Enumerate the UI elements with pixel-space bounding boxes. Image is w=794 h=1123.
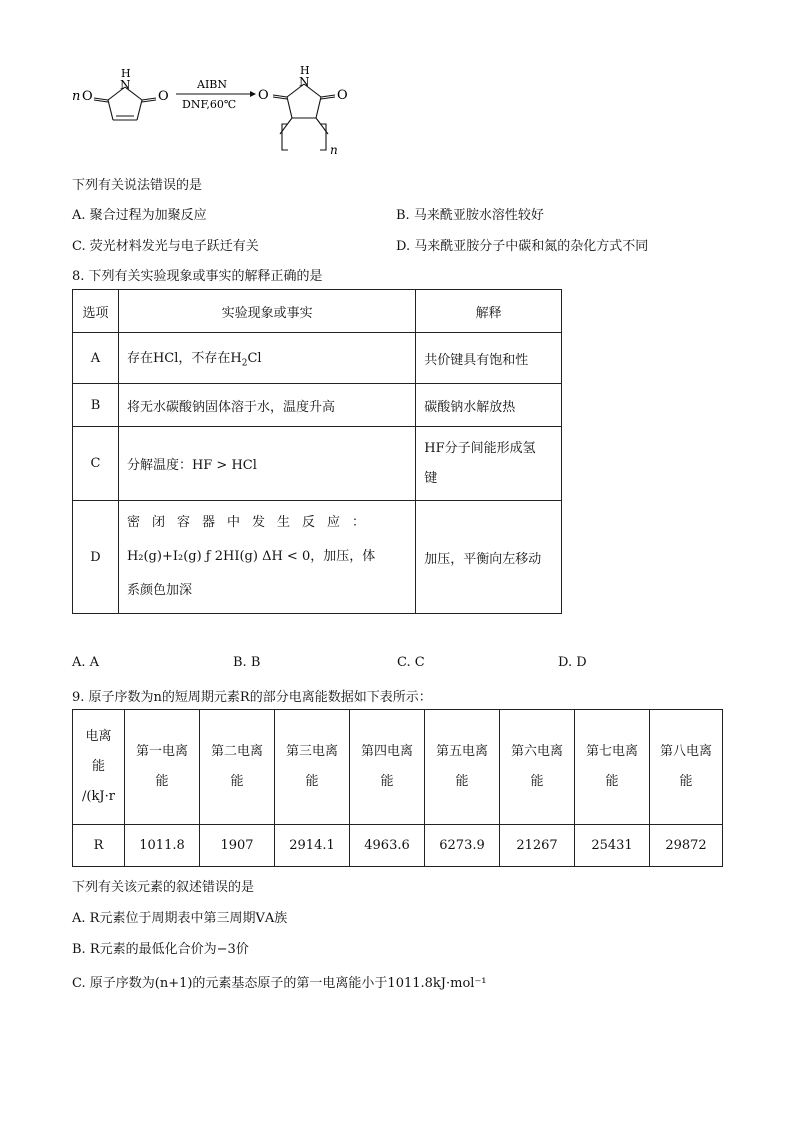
- q9-followup: 下列有关该元素的叙述错误的是: [72, 880, 255, 895]
- reactant-coefficient: n: [72, 89, 81, 104]
- q9-value-ie7: 25431: [575, 825, 650, 867]
- reaction-svg: [60, 62, 380, 162]
- q9-value-ie5: 6273.9: [425, 825, 500, 867]
- q7-option-b: B. 马来酰亚胺水溶性较好: [396, 208, 544, 223]
- q8-row-option: C: [73, 427, 119, 501]
- reactant-o-left: O: [82, 89, 93, 104]
- q8-row-fact: 存在HCl，不存在$H_2Cl$: [118, 333, 415, 384]
- q9-header-ie4: 第四电离 能: [350, 710, 425, 825]
- q9-header-ie8: 第八电离 能: [650, 710, 723, 825]
- q8-expl-line1: HF分子间能形成氢: [424, 440, 536, 456]
- q8-row-explanation: 加压，平衡向左移动: [416, 501, 562, 614]
- product-o-right: O: [337, 88, 348, 103]
- q9-header-ie6: 第六电离 能: [500, 710, 575, 825]
- q8-fact-line3: 系颜色加深: [126, 583, 192, 598]
- q9-option-a: A. R元素位于周期表中第三周期ⅤA族: [72, 911, 288, 926]
- product-o-left: O: [258, 88, 269, 103]
- product-structure: [273, 84, 335, 150]
- q9-header-ie7: 第七电离 能: [575, 710, 650, 825]
- q8-header-explanation: 解释: [416, 290, 562, 333]
- q9-value-ie2: 1907: [200, 825, 275, 867]
- q7-stem: 下列有关说法错误的是: [72, 178, 203, 193]
- q8-header-fact: 实验现象或事实: [118, 290, 415, 333]
- q8-row-d: [73, 501, 562, 614]
- q8-expl-line2: 键: [424, 470, 438, 486]
- q7-option-a: A. 聚合过程为加聚反应: [72, 208, 207, 223]
- q8-row-b: [73, 384, 562, 427]
- q8-fact-line2: H₂(g)+I₂(g) ƒ 2HI(g) ΔH < 0，加压，体: [126, 549, 376, 564]
- q7-option-c: C. 荧光材料发光与电子跃迁有关: [72, 239, 259, 254]
- q8-row-option: D: [73, 501, 119, 614]
- q9-option-c: C. 原子序数为(n+1)的元素基态原子的第一电离能小于1011.8kJ·mol⁻¹: [72, 976, 487, 991]
- arrow-head: [250, 91, 256, 97]
- q9-value-ie8: 29872: [650, 825, 723, 867]
- q9-value-ie1: 1011.8: [125, 825, 200, 867]
- q9-header-ie1: 第一电离 能: [125, 710, 200, 825]
- q9-data-row: [73, 825, 723, 867]
- q9-header-row: [73, 710, 723, 825]
- q9-value-ie6: 21267: [500, 825, 575, 867]
- q9-value-ie4: 4963.6: [350, 825, 425, 867]
- q8-answer-b: B. B: [233, 655, 261, 670]
- reactant-h: H: [121, 67, 131, 80]
- q9-value-ie3: 2914.1: [275, 825, 350, 867]
- product-n: N: [299, 75, 310, 89]
- reactant-o-right: O: [158, 89, 169, 104]
- q8-table: [72, 289, 562, 614]
- q8-header-option: 选项: [73, 290, 119, 333]
- q8-stem: 8. 下列有关实验现象或事实的解释正确的是: [72, 269, 323, 284]
- reactant-n: N: [120, 78, 131, 92]
- q7-option-d: D. 马来酰亚胺分子中碳和氮的杂化方式不同: [396, 239, 649, 254]
- q9-header-ie2: 第二电离 能: [200, 710, 275, 825]
- q9-option-b: B. R元素的最低化合价为−3价: [72, 942, 249, 957]
- q8-row-explanation: 共价键具有饱和性: [416, 333, 562, 384]
- q8-answer-c: C. C: [397, 655, 425, 670]
- q8-row-explanation: [416, 427, 562, 501]
- q8-row-a: [73, 333, 562, 384]
- q8-row-explanation: 碳酸钠水解放热: [416, 384, 562, 427]
- q8-row-fact: [118, 501, 415, 614]
- q8-row-option: B: [73, 384, 119, 427]
- q8-answer-d: D. D: [558, 655, 587, 670]
- q8-row-c: [73, 427, 562, 501]
- q8-fact-line1: 密闭容器中发生反应：: [126, 515, 377, 530]
- q8-row-fact: 将无水碳酸钠固体溶于水，温度升高: [118, 384, 415, 427]
- product-h: H: [300, 64, 310, 77]
- q8-row-fact: 分解温度：HF > HCl: [118, 427, 415, 501]
- q9-table: [72, 709, 723, 867]
- arrow-reagent: AIBN: [197, 78, 227, 91]
- q9-row-label: R: [73, 825, 125, 867]
- product-repeat-n: n: [330, 143, 338, 157]
- q8-answer-a: A. A: [72, 655, 100, 670]
- q9-corner-cell: 电离 能 /(kJ·r: [73, 710, 125, 825]
- q9-stem: 9. 原子序数为n的短周期元素R的部分电离能数据如下表所示：: [72, 690, 432, 705]
- q9-header-ie5: 第五电离 能: [425, 710, 500, 825]
- q9-header-ie3: 第三电离 能: [275, 710, 350, 825]
- q8-row-option: A: [73, 333, 119, 384]
- arrow-conditions: DNF,60℃: [182, 98, 237, 111]
- q8-header-row: [73, 290, 562, 333]
